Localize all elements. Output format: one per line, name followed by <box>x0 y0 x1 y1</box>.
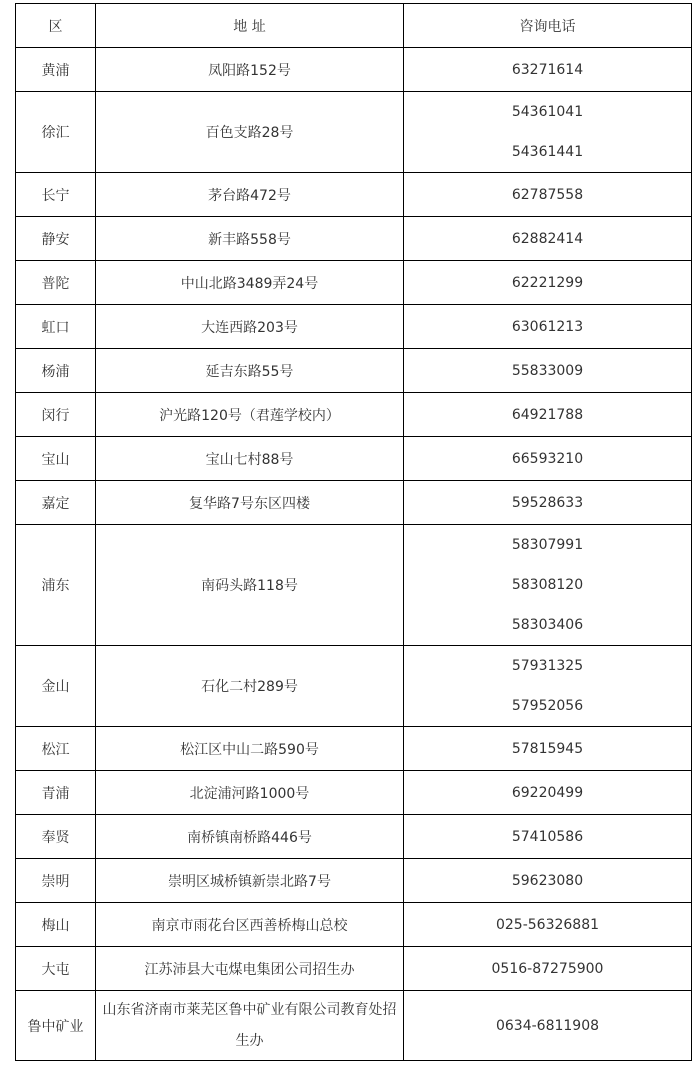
phone-cell <box>404 991 692 1061</box>
phone-cell <box>404 393 692 437</box>
address-cell: 延吉东路55号 <box>96 349 404 393</box>
address-cell: 石化二村289号 <box>96 646 404 727</box>
phone-number: 69220499 <box>511 784 584 801</box>
phone-cell <box>404 859 692 903</box>
address-cell: 大连西路203号 <box>96 305 404 349</box>
schools-contact-table <box>15 3 692 1061</box>
phone-cell <box>404 903 692 947</box>
phone-cell <box>404 261 692 305</box>
phone-cell <box>404 727 692 771</box>
phone-cell <box>404 437 692 481</box>
district-cell: 浦东 <box>16 525 96 646</box>
table-row <box>16 727 692 771</box>
table-header-row <box>16 4 692 48</box>
address-cell: 南京市雨花台区西善桥梅山总校 <box>96 903 404 947</box>
address-cell: 山东省济南市莱芜区鲁中矿业有限公司教育处招生办 <box>96 991 404 1061</box>
phone-cell <box>404 525 692 646</box>
address-cell: 茅台路472号 <box>96 173 404 217</box>
phone-number: 58303406 <box>511 617 584 633</box>
district-cell: 鲁中矿业 <box>16 991 96 1061</box>
phone-number: 0516-87275900 <box>491 960 604 977</box>
table-row <box>16 261 692 305</box>
phone-number: 59528633 <box>511 494 584 511</box>
table-row <box>16 92 692 173</box>
district-cell: 青浦 <box>16 771 96 815</box>
phone-number: 54361041 <box>511 104 584 120</box>
district-cell: 闵行 <box>16 393 96 437</box>
address-cell: 南桥镇南桥路446号 <box>96 815 404 859</box>
phone-cell <box>404 815 692 859</box>
table-row <box>16 481 692 525</box>
phone-cell <box>404 173 692 217</box>
table-row <box>16 947 692 991</box>
district-cell: 松江 <box>16 727 96 771</box>
district-cell: 徐汇 <box>16 92 96 173</box>
table-row <box>16 646 692 727</box>
address-cell: 崇明区城桥镇新崇北路7号 <box>96 859 404 903</box>
phone-cell <box>404 771 692 815</box>
district-cell: 大屯 <box>16 947 96 991</box>
phone-number: 58307991 <box>511 537 584 553</box>
phone-cell <box>404 217 692 261</box>
phone-number: 57952056 <box>511 698 584 714</box>
phone-number: 63271614 <box>511 61 584 78</box>
table-row <box>16 991 692 1061</box>
district-cell: 黄浦 <box>16 48 96 92</box>
table-row <box>16 437 692 481</box>
phone-number: 66593210 <box>511 450 584 467</box>
address-cell: 松江区中山二路590号 <box>96 727 404 771</box>
district-cell: 虹口 <box>16 305 96 349</box>
phone-number: 59623080 <box>511 872 584 889</box>
district-cell: 嘉定 <box>16 481 96 525</box>
phone-number: 64921788 <box>511 406 584 423</box>
phone-number: 57815945 <box>511 740 584 757</box>
phone-number: 63061213 <box>511 318 584 335</box>
header-address: 地 址 <box>96 4 404 48</box>
address-cell: 复华路7号东区四楼 <box>96 481 404 525</box>
phone-number: 57410586 <box>511 828 584 845</box>
phone-cell <box>404 305 692 349</box>
district-cell: 崇明 <box>16 859 96 903</box>
phone-number: 57931325 <box>511 658 584 674</box>
phone-number: 025-56326881 <box>495 916 600 933</box>
phone-cell <box>404 947 692 991</box>
header-district: 区 <box>16 4 96 48</box>
address-cell: 新丰路558号 <box>96 217 404 261</box>
district-cell: 金山 <box>16 646 96 727</box>
address-cell: 北淀浦河路1000号 <box>96 771 404 815</box>
district-cell: 奉贤 <box>16 815 96 859</box>
district-cell: 宝山 <box>16 437 96 481</box>
address-cell: 宝山七村88号 <box>96 437 404 481</box>
address-cell: 中山北路3489弄24号 <box>96 261 404 305</box>
address-cell: 南码头路118号 <box>96 525 404 646</box>
table-row <box>16 48 692 92</box>
phone-number: 58308120 <box>511 577 584 593</box>
phone-number: 55833009 <box>511 362 584 379</box>
phone-number: 0634-6811908 <box>495 1017 600 1034</box>
table-row <box>16 903 692 947</box>
phone-number: 54361441 <box>511 144 584 160</box>
address-cell: 沪光路120号（君莲学校内） <box>96 393 404 437</box>
phone-cell <box>404 92 692 173</box>
table-row <box>16 349 692 393</box>
table-row <box>16 815 692 859</box>
phone-cell <box>404 48 692 92</box>
address-cell: 百色支路28号 <box>96 92 404 173</box>
district-cell: 杨浦 <box>16 349 96 393</box>
district-cell: 普陀 <box>16 261 96 305</box>
address-cell: 江苏沛县大屯煤电集团公司招生办 <box>96 947 404 991</box>
table-row <box>16 393 692 437</box>
phone-cell <box>404 481 692 525</box>
table-row <box>16 217 692 261</box>
table-row <box>16 771 692 815</box>
table-row <box>16 525 692 646</box>
table-row <box>16 173 692 217</box>
phone-number: 62882414 <box>511 230 584 247</box>
schools-contact-table-container <box>15 3 691 1061</box>
phone-cell <box>404 349 692 393</box>
table-row <box>16 859 692 903</box>
table-row <box>16 305 692 349</box>
phone-number: 62787558 <box>511 186 584 203</box>
district-cell: 长宁 <box>16 173 96 217</box>
district-cell: 静安 <box>16 217 96 261</box>
phone-cell <box>404 646 692 727</box>
district-cell: 梅山 <box>16 903 96 947</box>
address-cell: 凤阳路152号 <box>96 48 404 92</box>
phone-number: 62221299 <box>511 274 584 291</box>
header-phone: 咨询电话 <box>404 4 692 48</box>
